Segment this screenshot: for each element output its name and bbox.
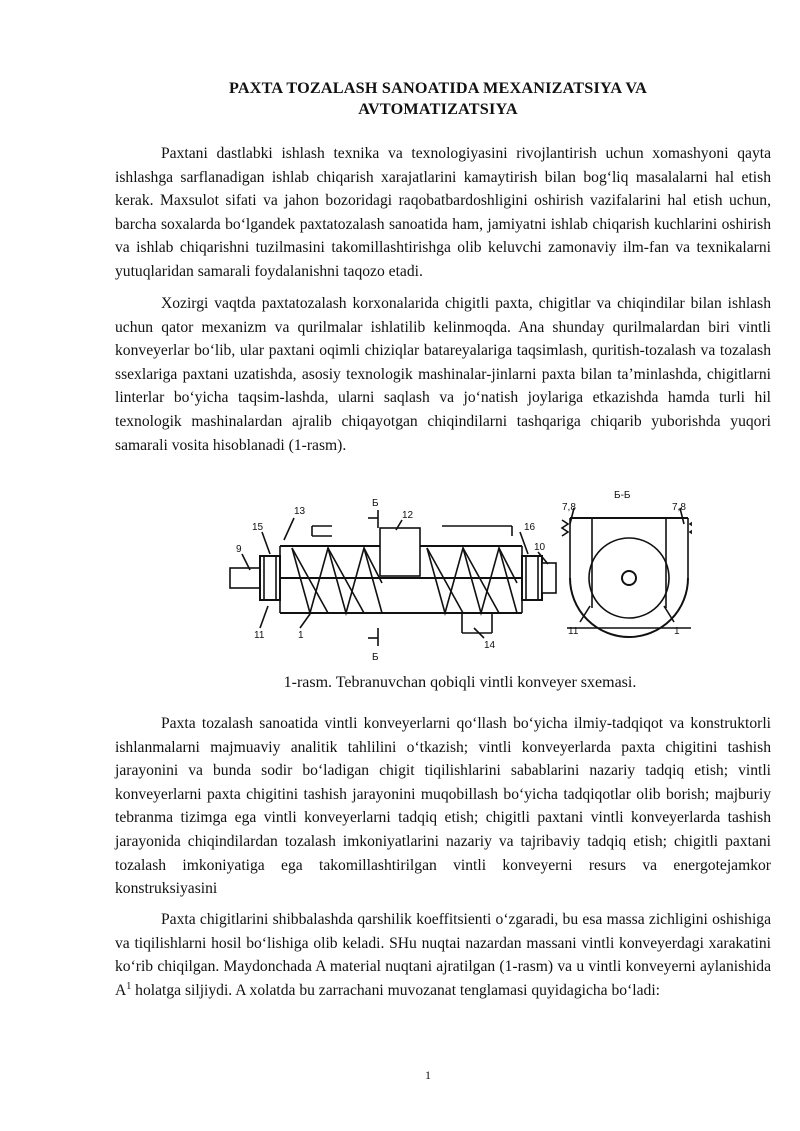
label-7-8-right: 7,8: [672, 502, 686, 513]
label-1-left: 1: [298, 630, 304, 641]
label-11-right: 11: [568, 626, 579, 637]
paragraph-2: Xozirgi vaqtda paxtatozalash korxonalarida chigitli paxta, chigitlar va chiqindilar bilan ishlash uchun qator mexanizm va qurilmalar ishlatilib kelinmoqda. Ana shunday qurilmalardan biri vintli konveyerlar bo‘lib, ular paxtani oqimli chiziqlar batareyalariga taqsimlash, quritish-tozalash va tozalash ssexlariga paxtani uzatishda, asosiy texnologik mashinalar-jinlarni paxta bilan ta’minlashda, chigitlarni linterlar bo‘yicha taqsim-lashda, ularni saqlash va jo‘natish joylariga etkazishda hamda turli hil texnologik mashinalardan ajralib chiqayotgan chiqindilarni tashqariga chiqarib yuborishda yuqori samarali vosita hisoblanadi (1-rasm).: [115, 295, 771, 454]
paragraph-4: [115, 908, 771, 1002]
paragraph-4-text-b: holatga siljiydi. A xolatda bu zarrachani muvozanat tenglamasi quyidagicha bo‘ladi:: [131, 981, 660, 999]
title-line-1: PAXTA TOZALASH SANOATIDA MEXANIZATSIYA VA: [228, 79, 648, 97]
label-section-top: Б: [372, 498, 379, 509]
label-7-8-left: 7,8: [562, 502, 576, 513]
figure-caption: 1-rasm. Tebranuvchan qobiqli vintli konveyer sxemasi.: [283, 674, 637, 691]
label-11-left: 11: [254, 630, 265, 641]
superscript-1: 1: [126, 980, 132, 992]
label-1-right: 1: [674, 626, 680, 637]
label-section-bottom: Б: [372, 652, 379, 663]
label-13: 13: [294, 506, 306, 517]
label-12: 12: [402, 510, 414, 521]
label-10: 10: [534, 542, 546, 553]
title-line-2: AVTOMATIZATSIYA: [358, 100, 518, 118]
label-16: 16: [524, 522, 536, 533]
page-number: 1: [425, 1068, 431, 1082]
label-14: 14: [484, 640, 496, 651]
document-title: [160, 78, 716, 120]
label-9: 9: [236, 544, 242, 555]
paragraph-4-text-a: Paxta chigitlarini shibbalashda qarshilik koeffitsienti o‘zgaradi, bu esa massa zichligini oshishiga va tiqilishlarni hosil bo‘lishiga olib keladi. SHu nuqtai nazardan massani vintli konveyerdagi xarakatini ko‘rib chiqilgan. Maydonchada A material nuqtani ajratilgan (1-rasm) va u vintli konveyerni aylanishida A: [115, 911, 771, 999]
label-section-view: Б-Б: [614, 490, 631, 501]
label-15: 15: [252, 522, 264, 533]
conveyor-diagram: [222, 488, 692, 668]
paragraph-1: Paxtani dastlabki ishlash texnika va texnologiyasini rivojlantirish uchun xomashyoni qayta ishlashga sarflanadigan ishlab chiqarish xarajatlarini kamaytirish bilan bog‘liq masalalarni hal etish kerak. Maxsulot sifati va jahon bozoridagi raqobatbardoshligini oshirish vazifalarini hal etish uchun, barcha soxalarda bo‘lgandek paxtatozalash sanoatida ham, jamiyatni ishlab chiqarish kuchlarini oshirish va ishlab chiqarishni tuzilmasini takomillashtirishga olib keluvchi zamonaviy ilm-fan va texnikalarni yutuqlaridan samarali foydalanishni taqozo etadi.: [115, 145, 771, 280]
conveyor-diagram-svg: [222, 488, 692, 668]
paragraph-3: Paxta tozalash sanoatida vintli konveyerlarni qo‘llash bo‘yicha ilmiy-tadqiqot va konstruktorli ishlanmalarni majmuaviy analitik tahlilini o‘tkazish; vintli konveyerlarda paxta chigitini tashish jarayonini va bunda sodir bo‘ladigan chigit tiqilishlarini sabablarini nazariy tadqiq etish; vintli konveyerlarni paxta chigitini tashish jarayonini muqobillash bo‘yicha tadqiqotlar olib borish; majburiy tebranma tizimga ega vintli konveyerlarni tadqiq etish; chigitli paxtani vintli konveyerlarda tashish jarayonida chiqindilardan tozalash imkoniyatlarini nazariy va tajribaviy tadqiq etish; chigitli paxtani tozalash imkoniyatiga ega takomillashtirilgan vintli konveyerni resurs va energotejamkor konstruksiyasini: [115, 715, 771, 898]
